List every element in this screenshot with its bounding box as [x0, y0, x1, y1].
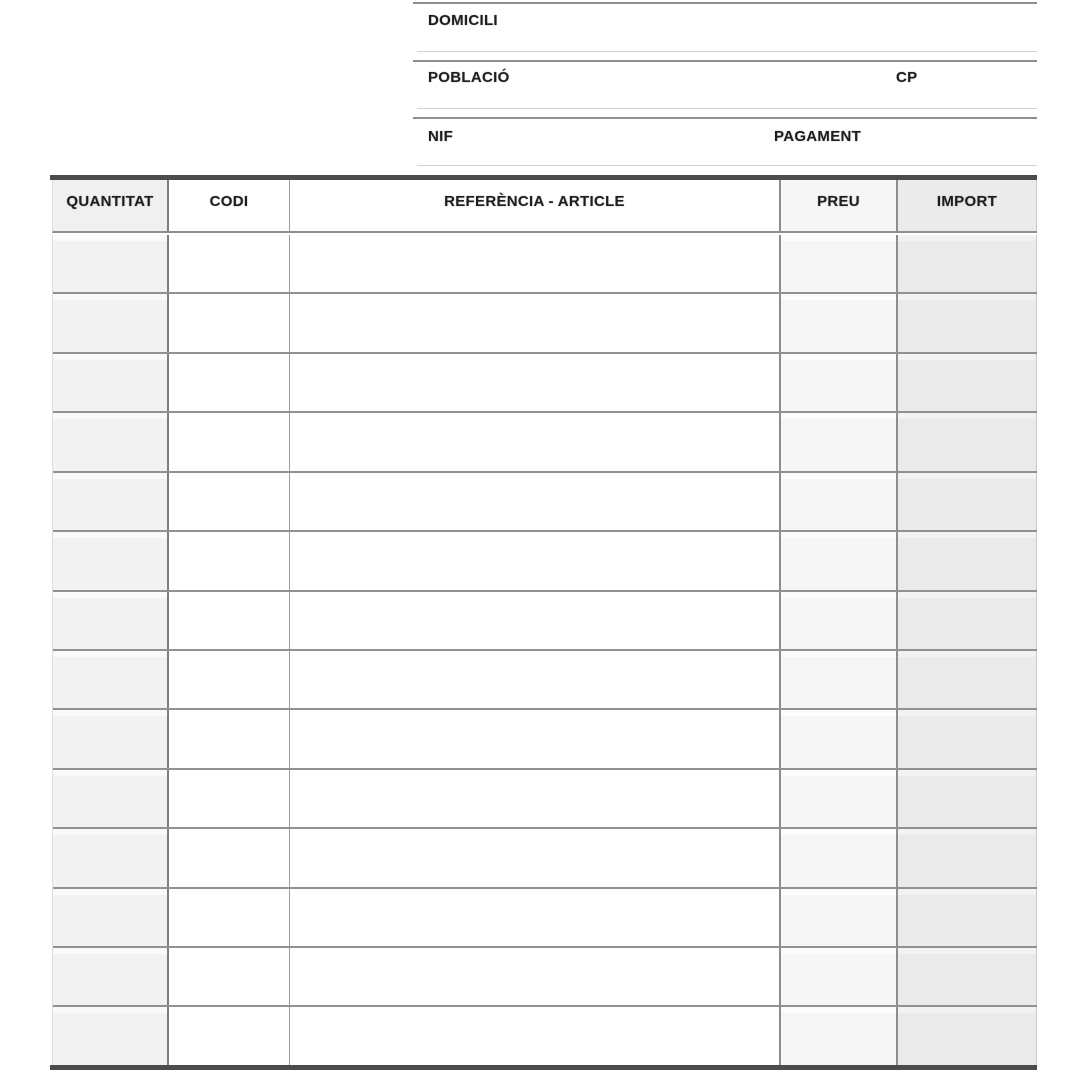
table-cell [781, 829, 898, 886]
header-cell-referencia-article: REFERÈNCIA - ARTICLE [290, 180, 781, 231]
table-cell [290, 770, 781, 827]
field-separator-line [413, 60, 1037, 62]
table-row [53, 651, 1037, 710]
table-row [53, 532, 1037, 591]
table-cell [898, 354, 1037, 411]
table-cell [53, 829, 169, 886]
table-bottom-border [50, 1065, 1037, 1070]
table-cell [53, 354, 169, 411]
table-cell [169, 235, 290, 292]
table-row [53, 473, 1037, 532]
table-row [53, 294, 1037, 353]
table-cell [53, 1007, 169, 1064]
table-cell [53, 473, 169, 530]
table-cell [290, 829, 781, 886]
table-cell [781, 473, 898, 530]
table-cell [781, 1007, 898, 1064]
table-row [53, 829, 1037, 888]
table-row [53, 354, 1037, 413]
nif-writing-line [417, 165, 1037, 166]
table-cell [53, 651, 169, 708]
table-cell [53, 770, 169, 827]
table-cell [53, 948, 169, 1005]
table-cell [781, 592, 898, 649]
table-cell [169, 473, 290, 530]
header-cell-quantitat: QUANTITAT [53, 180, 169, 231]
cp-field-label: CP [896, 69, 918, 86]
table-cell [290, 473, 781, 530]
table-row [53, 948, 1037, 1007]
table-cell [169, 1007, 290, 1064]
table-cell [290, 294, 781, 351]
table-cell [53, 532, 169, 589]
table-cell [290, 235, 781, 292]
header-cell-codi: CODI [169, 180, 290, 231]
table-cell [53, 235, 169, 292]
table-cell [169, 532, 290, 589]
table-cell [781, 413, 898, 470]
table-cell [781, 889, 898, 946]
items-table-body [52, 235, 1037, 1065]
table-cell [53, 413, 169, 470]
table-header-row [52, 180, 1037, 233]
table-cell [169, 889, 290, 946]
table-row [53, 770, 1037, 829]
table-cell [169, 413, 290, 470]
domicili-field-label: DOMICILI [428, 12, 498, 29]
table-cell [290, 532, 781, 589]
table-cell [781, 235, 898, 292]
table-cell [898, 829, 1037, 886]
table-cell [290, 413, 781, 470]
poblacio-field-label: POBLACIÓ [428, 69, 510, 86]
table-cell [781, 770, 898, 827]
table-cell [898, 473, 1037, 530]
table-row [53, 889, 1037, 948]
field-separator-line [413, 117, 1037, 119]
table-cell [169, 592, 290, 649]
table-cell [290, 1007, 781, 1064]
table-cell [781, 651, 898, 708]
table-cell [290, 948, 781, 1005]
table-cell [898, 532, 1037, 589]
table-cell [169, 948, 290, 1005]
table-row [53, 235, 1037, 294]
poblacio-writing-line [417, 108, 1037, 109]
table-cell [169, 710, 290, 767]
table-cell [898, 710, 1037, 767]
table-cell [781, 354, 898, 411]
table-cell [781, 294, 898, 351]
table-row [53, 710, 1037, 769]
table-cell [290, 710, 781, 767]
table-row [53, 1007, 1037, 1064]
table-cell [169, 651, 290, 708]
table-cell [898, 294, 1037, 351]
field-separator-line [413, 2, 1037, 4]
table-cell [898, 413, 1037, 470]
table-row [53, 592, 1037, 651]
table-cell [781, 710, 898, 767]
table-cell [53, 889, 169, 946]
table-cell [290, 651, 781, 708]
table-cell [169, 770, 290, 827]
table-row [53, 413, 1037, 472]
table-cell [290, 354, 781, 411]
table-cell [53, 294, 169, 351]
table-cell [169, 354, 290, 411]
table-cell [898, 592, 1037, 649]
table-cell [290, 889, 781, 946]
nif-field-label: NIF [428, 128, 454, 145]
domicili-writing-line [417, 51, 1037, 52]
table-cell [898, 770, 1037, 827]
table-cell [53, 710, 169, 767]
table-cell [781, 532, 898, 589]
table-cell [781, 948, 898, 1005]
table-cell [898, 948, 1037, 1005]
table-cell [53, 592, 169, 649]
table-cell [169, 294, 290, 351]
table-cell [898, 235, 1037, 292]
header-cell-import: IMPORT [898, 180, 1037, 231]
table-cell [169, 829, 290, 886]
pagament-field-label: PAGAMENT [774, 128, 862, 145]
table-cell [898, 889, 1037, 946]
header-cell-preu: PREU [781, 180, 898, 231]
table-cell [898, 651, 1037, 708]
table-cell [290, 592, 781, 649]
table-cell [898, 1007, 1037, 1064]
